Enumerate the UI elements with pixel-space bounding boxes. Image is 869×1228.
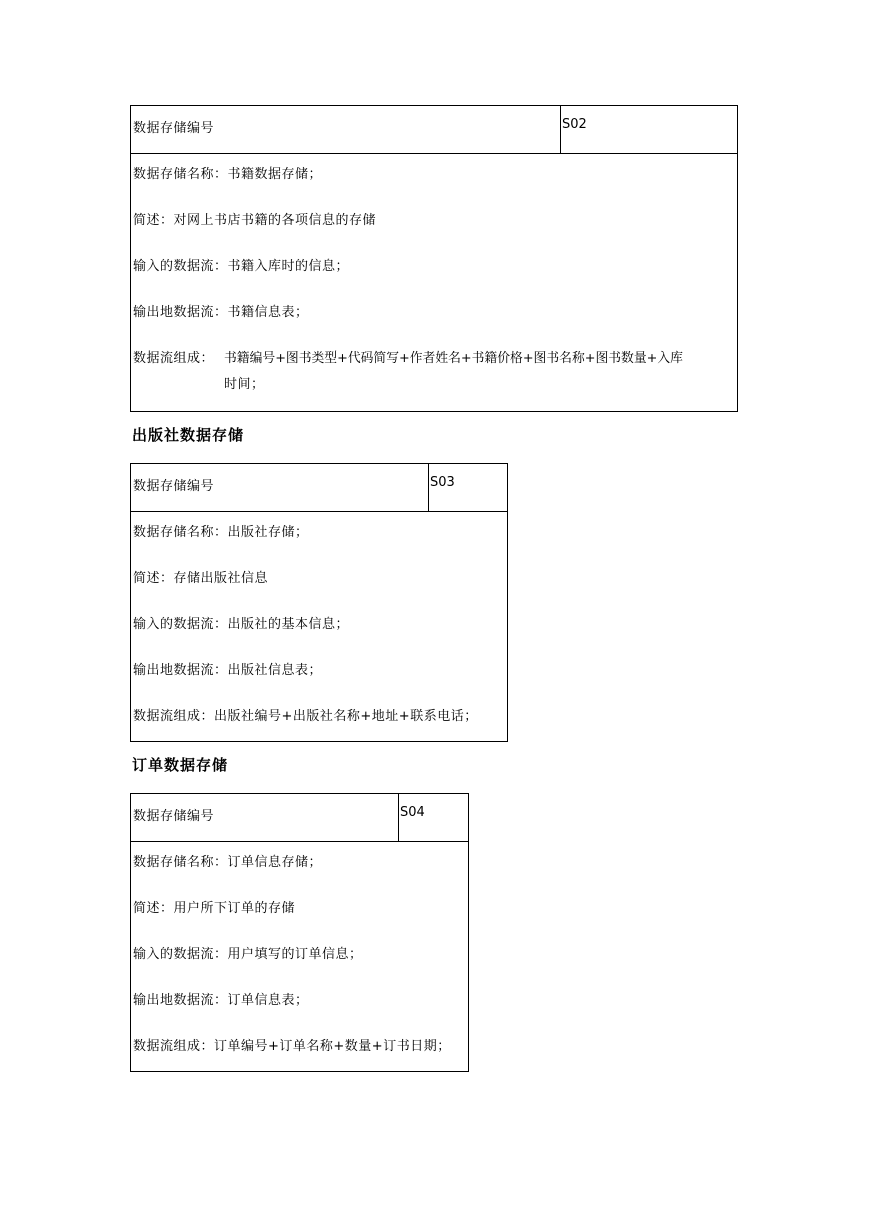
code-label: 数据存储编号 <box>131 106 561 153</box>
input-row <box>133 246 737 281</box>
composition-label: 数据流组成： <box>133 709 215 724</box>
output-row <box>133 650 507 685</box>
composition-row <box>133 338 737 395</box>
table-header-row <box>131 106 737 154</box>
composition-row <box>133 1026 468 1061</box>
output-value: 订单信息表； <box>227 993 309 1008</box>
composition-line-2: 时间； <box>224 377 265 392</box>
name-row <box>133 154 737 189</box>
desc-value: 用户所下订单的存储 <box>173 901 296 916</box>
table-header-row <box>131 794 468 842</box>
table-body <box>131 154 737 395</box>
output-value: 出版社信息表； <box>227 663 323 678</box>
input-value: 出版社的基本信息； <box>227 617 350 632</box>
composition-value: 出版社编号+出版社名称+地址+联系电话； <box>214 709 478 724</box>
code-label: 数据存储编号 <box>131 794 399 841</box>
desc-label: 简述： <box>133 571 174 586</box>
data-store-table-s02 <box>130 105 738 412</box>
output-row <box>133 292 737 327</box>
input-label: 输入的数据流： <box>133 947 228 962</box>
code-value: S03 <box>430 475 455 490</box>
composition-label: 数据流组成： <box>133 1039 215 1054</box>
composition-value <box>224 349 734 395</box>
output-label: 输出地数据流： <box>133 663 228 678</box>
composition-value: 订单编号+订单名称+数量+订书日期； <box>214 1039 451 1054</box>
code-label: 数据存储编号 <box>131 464 429 511</box>
composition-label: 数据流组成： <box>133 351 215 366</box>
input-value: 书籍入库时的信息； <box>227 259 350 274</box>
name-label: 数据存储名称： <box>133 167 228 182</box>
desc-row <box>133 558 507 593</box>
output-label: 输出地数据流： <box>133 993 228 1008</box>
name-value: 订单信息存储； <box>227 855 323 870</box>
output-label: 输出地数据流： <box>133 305 228 320</box>
name-value: 出版社存储； <box>227 525 309 540</box>
desc-value: 对网上书店书籍的各项信息的存储 <box>173 213 377 228</box>
name-row <box>133 512 507 547</box>
name-value: 书籍数据存储； <box>227 167 323 182</box>
desc-row <box>133 200 737 235</box>
composition-line-1: 书籍编号+图书类型+代码简写+作者姓名+书籍价格+图书名称+图书数量+入库 <box>224 351 683 366</box>
output-value: 书籍信息表； <box>227 305 309 320</box>
name-label: 数据存储名称： <box>133 855 228 870</box>
table-body <box>131 842 468 1061</box>
section-heading-publisher: 出版社数据存储 <box>132 426 245 444</box>
input-row <box>133 934 468 969</box>
composition-row <box>133 696 507 731</box>
code-value: S02 <box>562 117 587 132</box>
input-label: 输入的数据流： <box>133 259 228 274</box>
code-value: S04 <box>400 805 425 820</box>
data-store-table-s03 <box>130 463 508 742</box>
input-label: 输入的数据流： <box>133 617 228 632</box>
table-header-row <box>131 464 507 512</box>
data-store-table-s04 <box>130 793 469 1072</box>
section-heading-order: 订单数据存储 <box>132 756 229 774</box>
table-body <box>131 512 507 731</box>
name-label: 数据存储名称： <box>133 525 228 540</box>
name-row <box>133 842 468 877</box>
output-row <box>133 980 468 1015</box>
desc-row <box>133 888 468 923</box>
input-value: 用户填写的订单信息； <box>227 947 363 962</box>
desc-label: 简述： <box>133 901 174 916</box>
desc-value: 存储出版社信息 <box>173 571 269 586</box>
input-row <box>133 604 507 639</box>
desc-label: 简述： <box>133 213 174 228</box>
